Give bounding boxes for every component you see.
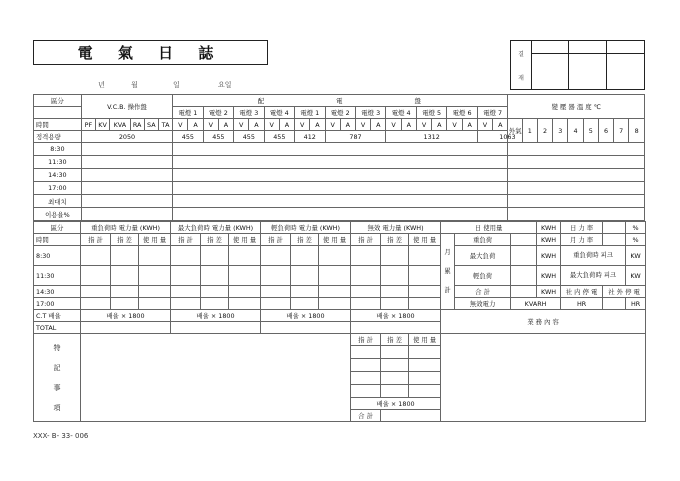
page-title: 電 氣 日 誌 [33, 40, 268, 65]
duties-header: 業 務 內 容 [441, 310, 646, 334]
remarks-area [81, 334, 351, 422]
approval-label: 결 재 [511, 41, 532, 89]
form-code: XXX- B- 33- 006 [33, 432, 89, 440]
lower-energy-table: 區分 重負荷時 電力量 (KWH) 最大負荷時 電力量 (KWH) 輕負荷時 電力量 (KWH) 無效 電力量 (KWH) 日 使用量 KWH 日 力 率 % 時間 指 計 指 差 使 用 量 指 計 指 差 使 用 量 指 計 指 差 使 用 量 指 計 指 差 使 用 量 月 累 計 重負荷 KWH 月 力 率 % 8:30 最大負荷 KWH 重負荷時 피크 KW 11:30 輕負荷 KWH 最大負荷時 피크 KW 14:30 合 計 KWH 社 内 停 電 社 外 停 電 17:00 無效電力 KVARH HR HR C.T 배율 배율 × 1800 배율 × 1800 배율 × 1800 배율 × 1800 業 務 內 容 TOTAL 特 記 事 項 指 計 指 差 使 用 量 배율 × 1800 合 計 [33, 221, 646, 422]
date-month: 월 [131, 81, 138, 89]
remarks-label: 特 記 事 項 [34, 334, 81, 422]
date-day: 일 [173, 81, 180, 89]
date-weekday: 요일 [218, 81, 232, 89]
approval-box [510, 40, 645, 90]
time-row: 8:30 [34, 143, 645, 156]
upper-log-table: 區分 V.C.B. 操作盤 配 電 盤 變 壓 器 溫 度 ℃ 電燈 1 電燈 2 電燈 3 電燈 4 電燈 1 電燈 2 電燈 3 電燈 4 電燈 5 電燈 6 電燈 7 時間 PF KV KVA RA SA TA V A V A V A V A V A V A V A V A V A V A V A 外氣 1 2 3 4 5 6 7 8 정격용량 2050 455 455 455 455 412 787 1312 1063 8:30 11:30 14:30 17:00 최대치 이용율% [33, 94, 645, 221]
vcb-header: V.C.B. 操作盤 [81, 95, 172, 119]
date-year: 년 [98, 81, 105, 89]
duties-area [441, 334, 646, 422]
transformer-header: 變 壓 器 溫 度 ℃ [508, 95, 645, 119]
